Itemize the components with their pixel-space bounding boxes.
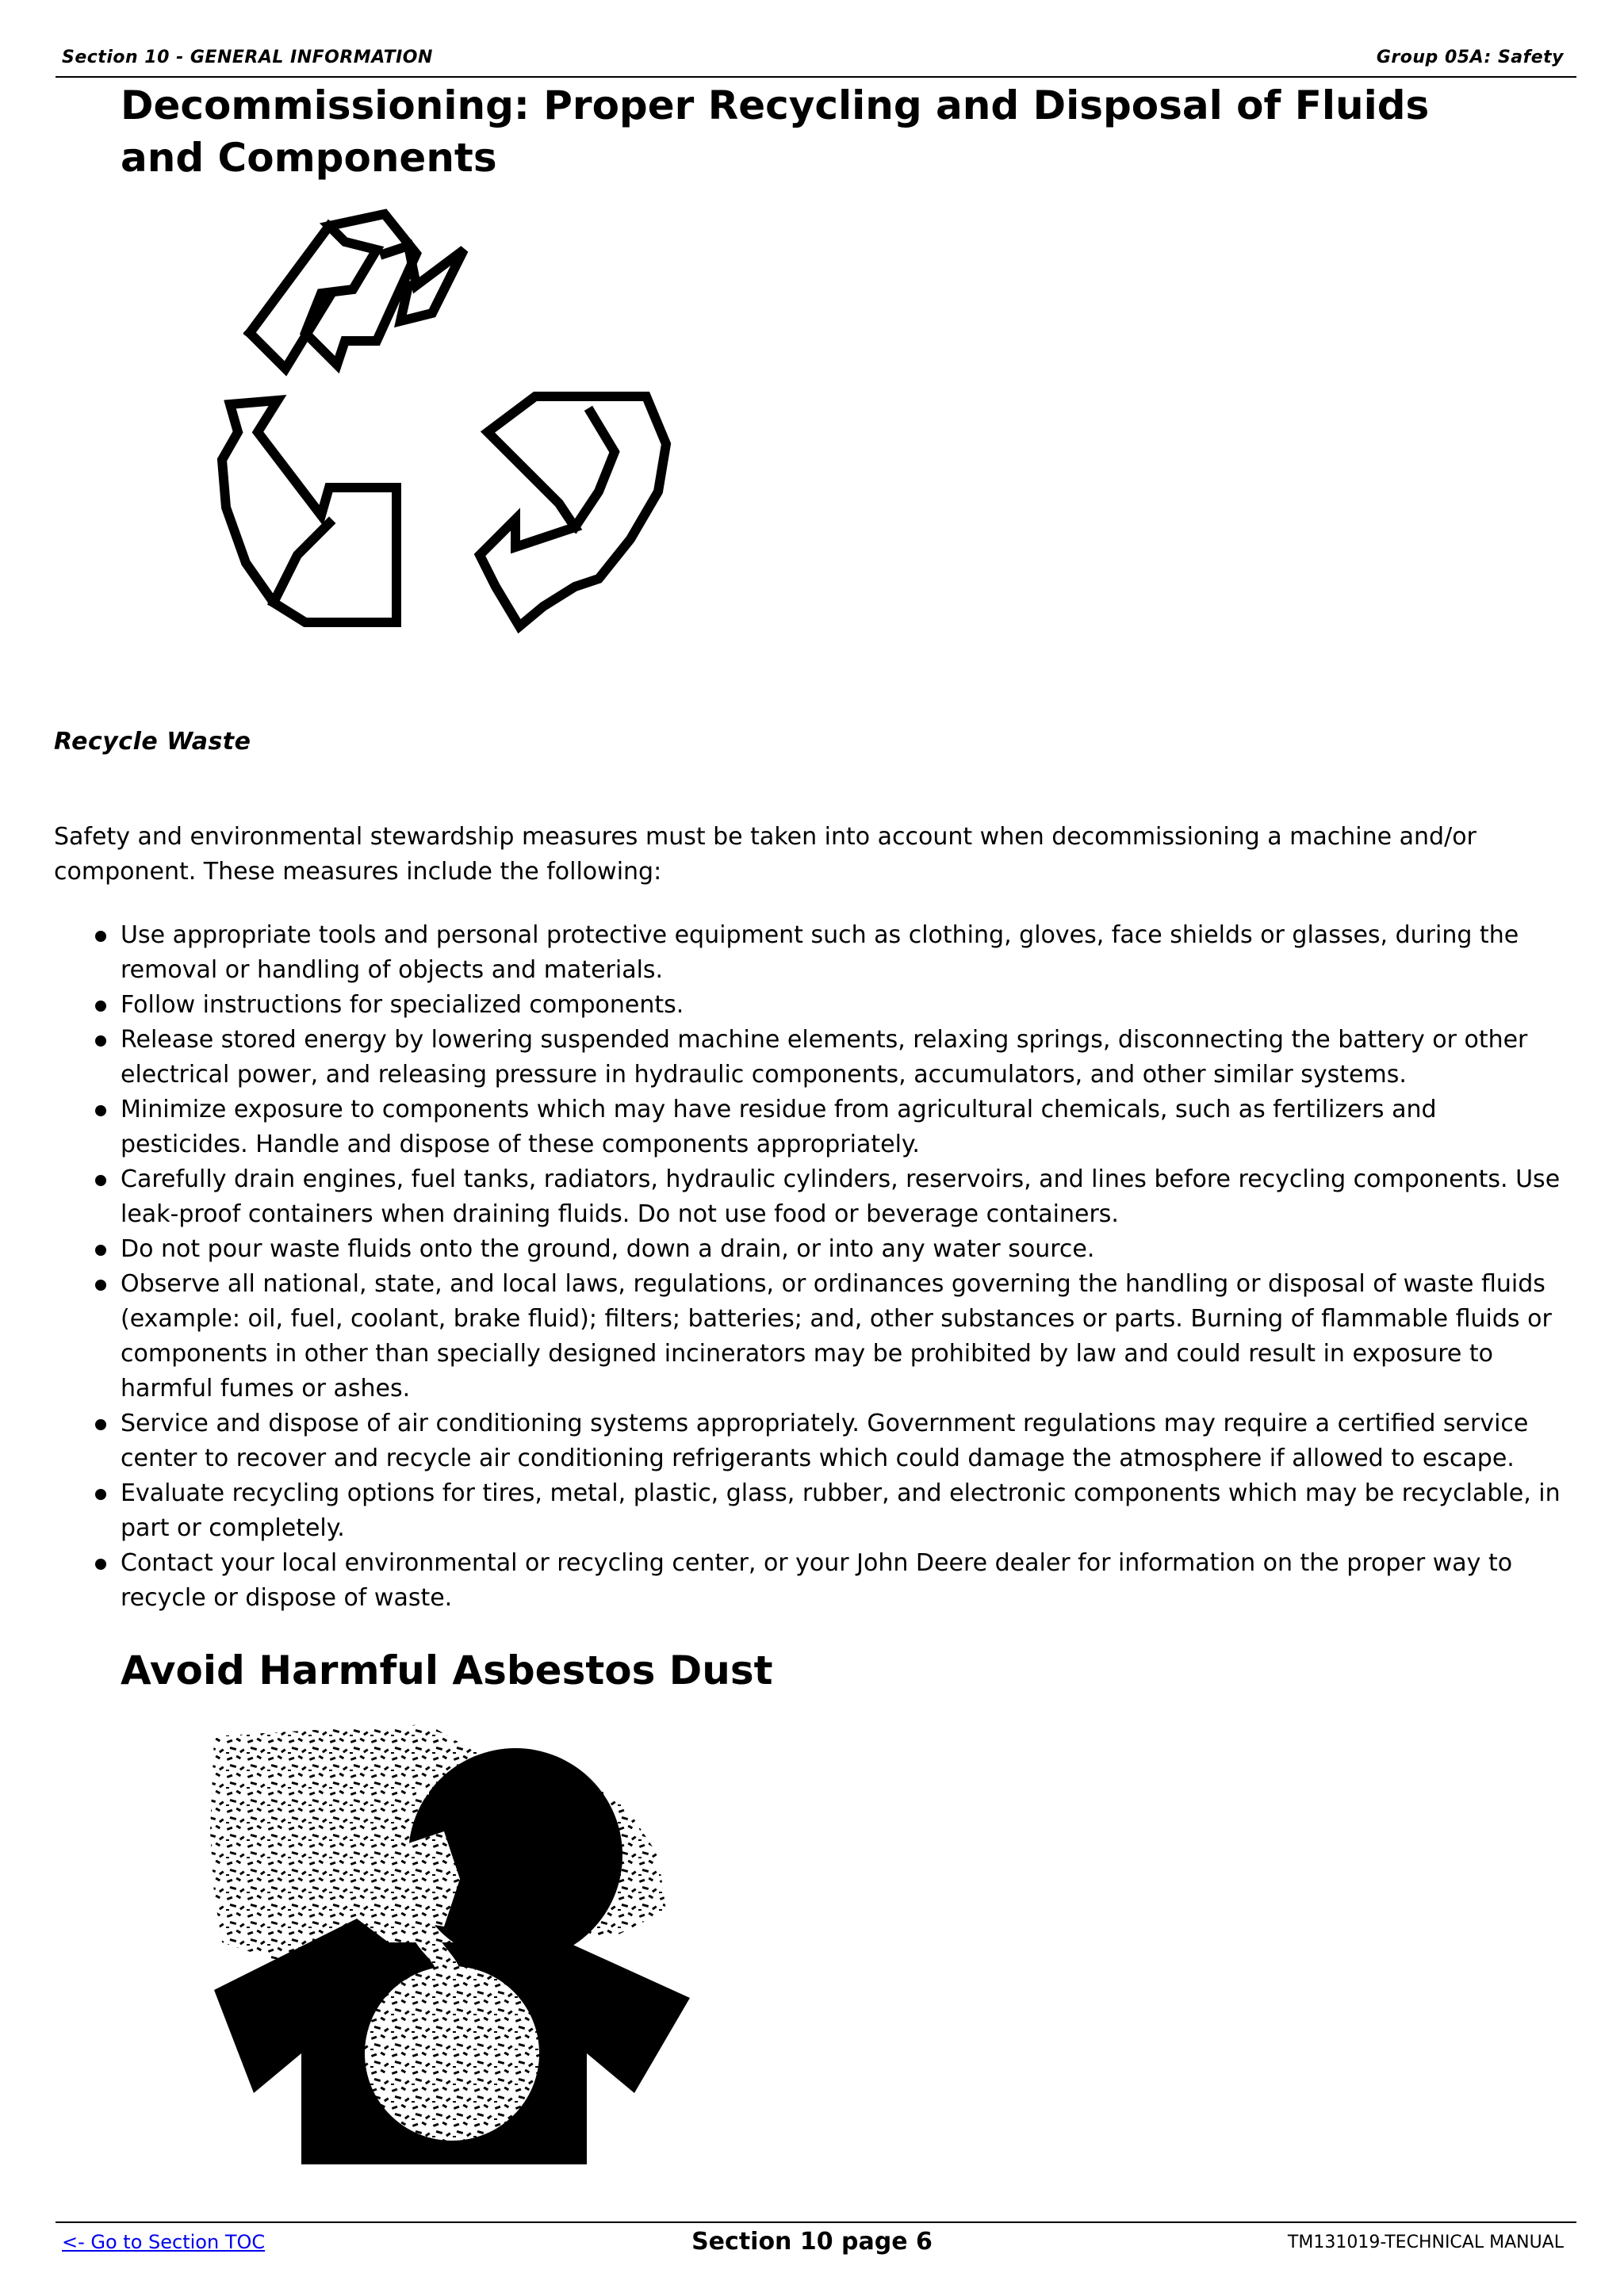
asbestos-dust-hazard-icon: [143, 1720, 841, 2164]
figure-caption: Recycle Waste: [54, 728, 251, 756]
list-item: Service and dispose of air conditioning systems appropriately. Government regulations may require a certified service center to recover and recycle air conditioning refrigerants which could damage the atmosphere if allowed to escape.: [54, 1406, 1561, 1476]
header-rule: [56, 76, 1576, 78]
list-item: Use appropriate tools and personal protective equipment such as clothing, gloves, face shields or glasses, during the removal or handling of objects and materials.: [54, 918, 1561, 988]
list-item: Evaluate recycling options for tires, metal, plastic, glass, rubber, and electronic components which may be recyclable, in part or completely.: [54, 1476, 1561, 1546]
list-item: Observe all national, state, and local laws, regulations, or ordinances governing the handling or disposal of waste fluids (example: oil, fuel, coolant, brake fluid); filters; batteries; and, other substances or parts. Burning of flammable fluids or components in other than specially designed incinerators may be prohibited by law and could result in exposure to harmful fumes or ashes.: [54, 1267, 1561, 1406]
list-item: Do not pour waste fluids onto the ground, down a drain, or into any water source.: [54, 1232, 1561, 1267]
list-item: Minimize exposure to components which may have residue from agricultural chemicals, such as fertilizers and pesticides. Handle and dispose of these components appropriately.: [54, 1093, 1561, 1162]
list-item: Follow instructions for specialized components.: [54, 988, 1561, 1023]
list-item: Carefully drain engines, fuel tanks, radiators, hydraulic cylinders, reservoirs, and lines before recycling components. Use leak-proof containers when draining fluids. Do not use food or beverage containers.: [54, 1162, 1561, 1232]
list-item: Release stored energy by lowering suspended machine elements, relaxing springs, disconnecting the battery or other electrical power, and releasing pressure in hydraulic components, accumulators, and other similar systems.: [54, 1023, 1561, 1093]
section-toc-link[interactable]: <- Go to Section TOC: [62, 2231, 266, 2253]
page-number: Section 10 page 6: [691, 2228, 933, 2256]
header-section: Section 10 - GENERAL INFORMATION: [62, 48, 433, 67]
intro-paragraph: Safety and environmental stewardship measures must be taken into account when decommissioning a machine and/or component. These measures include the following:: [54, 823, 1477, 886]
recycle-icon: [202, 206, 678, 674]
footer-rule: [56, 2221, 1576, 2223]
header-group: Group 05A: Safety: [1376, 48, 1564, 67]
measures-list: [54, 918, 1561, 1616]
decommissioning-title: Decommissioning: Proper Recycling and Disposal of Fluids and Components: [121, 82, 1430, 181]
asbestos-title: Avoid Harmful Asbestos Dust: [121, 1647, 773, 1693]
manual-id: TM131019-TECHNICAL MANUAL: [1287, 2233, 1564, 2252]
list-item: Contact your local environmental or recycling center, or your John Deere dealer for information on the proper way to recycle or dispose of waste.: [54, 1546, 1561, 1616]
